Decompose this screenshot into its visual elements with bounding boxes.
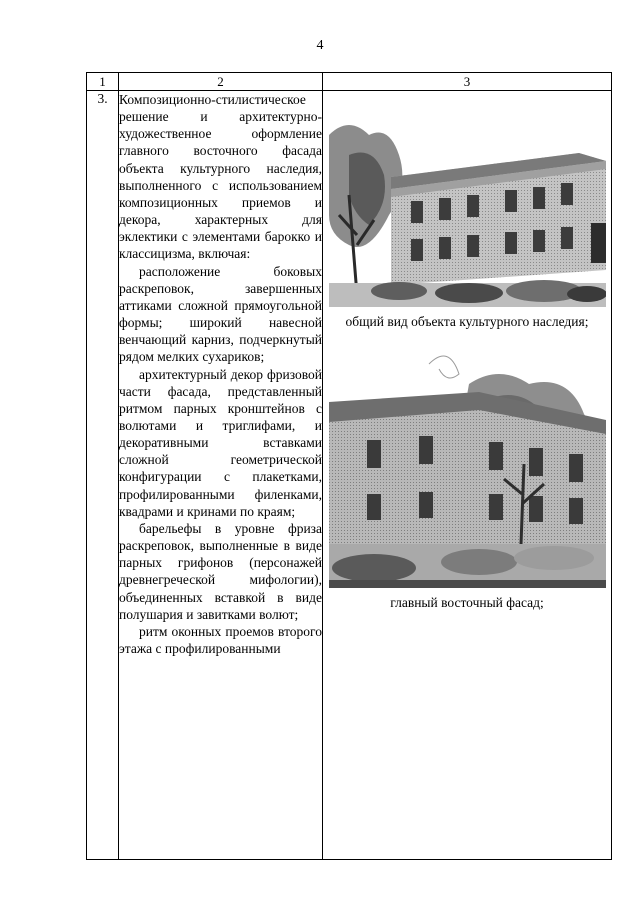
description-item: ритм оконных проемов второго этажа с профилированными [119, 623, 322, 656]
photos-cell [323, 91, 612, 860]
table-header-row [87, 73, 612, 91]
description-cell [119, 91, 323, 860]
column-header-2: 2 [119, 73, 323, 91]
photo-caption-east-facade: главный восточный фасад; [390, 595, 544, 610]
column-header-1: 1 [87, 73, 119, 91]
column-header-3: 3 [323, 73, 612, 91]
page-number: 4 [316, 38, 324, 53]
photo-caption-general-view: общий вид объекта культурного наследия; [345, 314, 589, 329]
description-item: архитектурный декор фризовой части фасада, представленный ритмом парных кронштейнов с волютами и триглифами, и декоративными вставками сложной геометрической конфигурации с плакетками, профилированными филенками, квадрами и кринами по краям; [119, 366, 322, 519]
table-row [87, 91, 612, 860]
description-item: барельефы в уровне фриза раскреповок, выполненные в виде парных грифонов (персонажей древнегреческой мифологии), объединенных вставкой в виде полушария и завитками волют; [119, 520, 322, 622]
building-general-view-photo [329, 115, 606, 307]
row-number: 3. [87, 91, 119, 860]
description-item: расположение боковых раскреповок, завершенных аттиками сложной прямоугольной формы; широкий навесной венчающий карниз, подчеркнутый рядом мелких сухариков; [119, 263, 322, 365]
heritage-table [86, 72, 612, 860]
description-intro: Композиционно-стилистическое решение и архитектурно-художественное оформление главного восточного фасада объекта культурного наследия, выполненного с использованием композиционных приемов и декора, характерных для эклектики с элементами барокко и классицизма, включая: [119, 92, 322, 262]
building-east-facade-photo [329, 344, 606, 588]
